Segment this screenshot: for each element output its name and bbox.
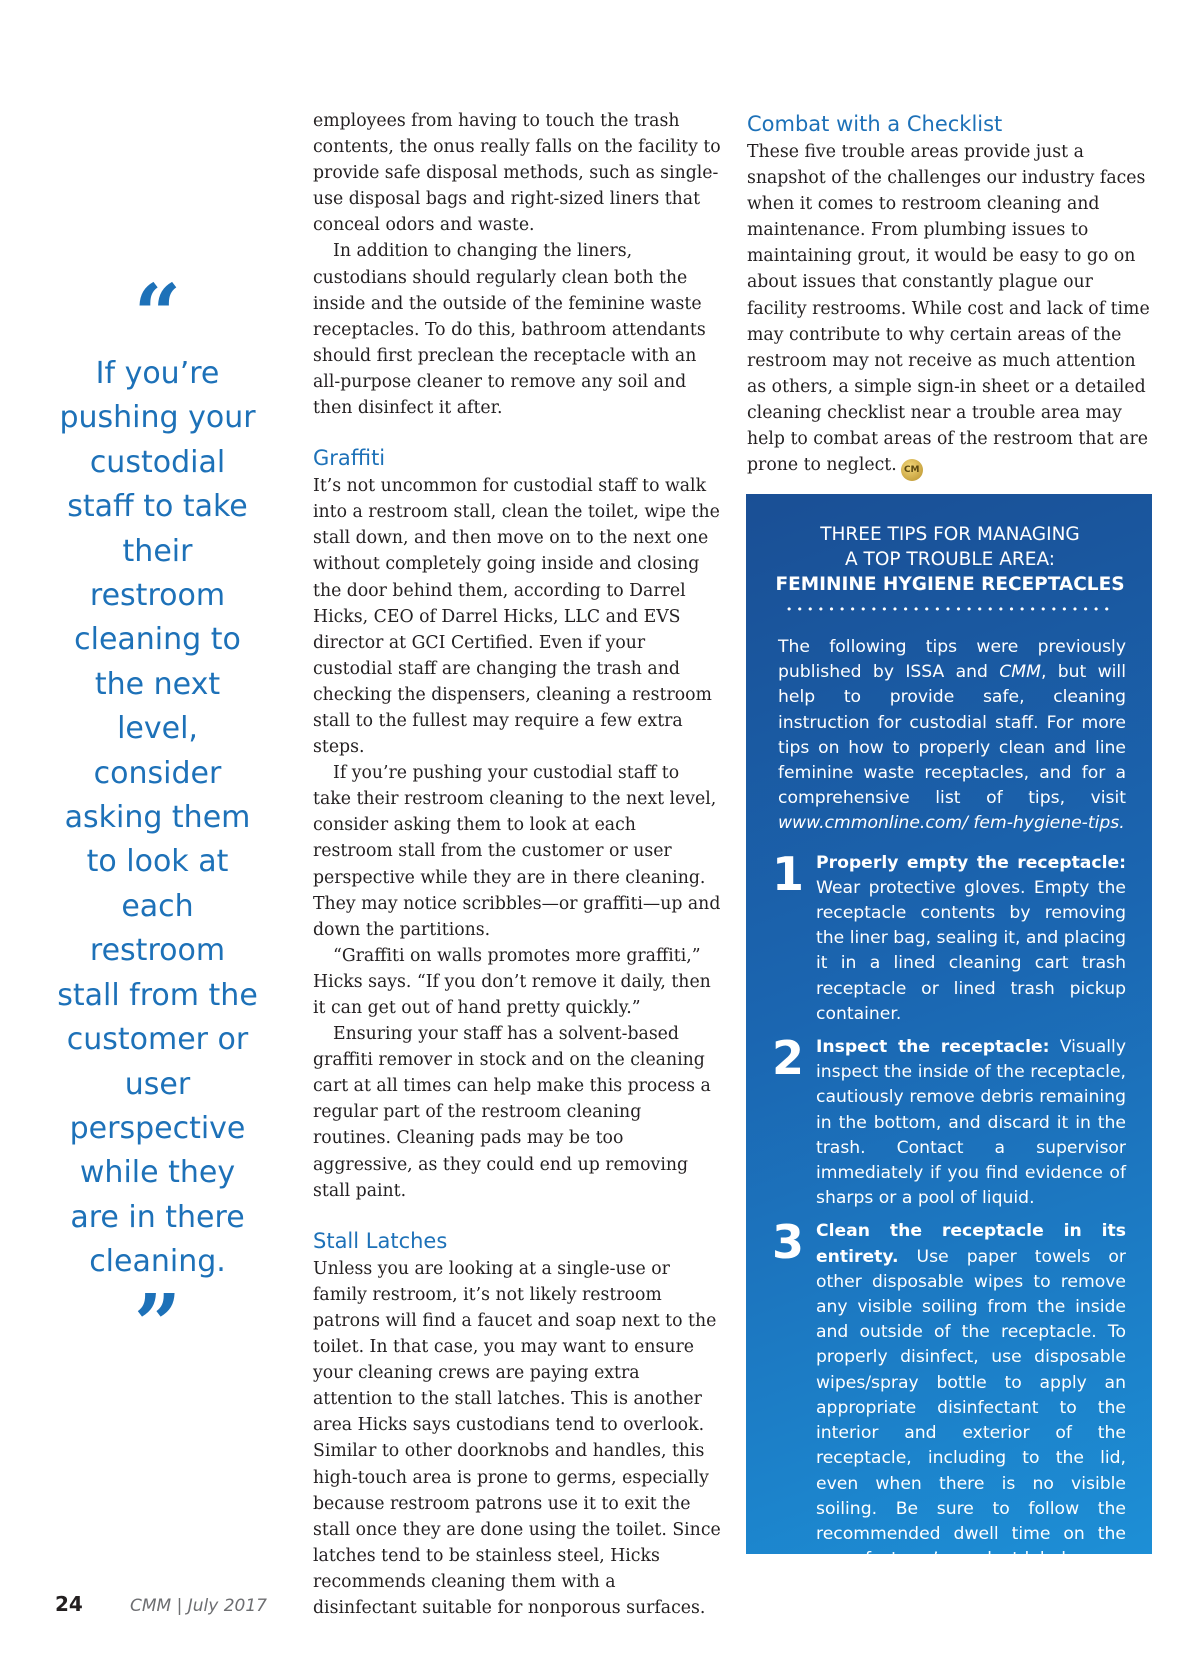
intro-text: The following tips were previously published by ISSA and	[778, 637, 1126, 683]
tip-text	[816, 1219, 1126, 1572]
sidebar-heading-line: FEMININE HYGIENE RECEPTACLES	[775, 574, 1125, 595]
tip-item	[772, 846, 1126, 1027]
paragraph: In addition to changing the liners, custodians should regularly clean both the inside and the outside of the feminine waste receptacles. To do this, bathroom attendants should first preclean the receptacle with an all-purpose cleaner to remove any soil and then disinfect it after.	[313, 241, 706, 419]
tip-title: Properly empty the receptacle:	[816, 852, 1126, 873]
paragraph: “Graffiti on walls promotes more graffiti,” Hicks says. “If you don’t remove it daily, then it can get out of hand pretty quickly.”	[313, 945, 711, 1018]
article-column-2	[747, 108, 1157, 481]
intro-text: , but will help to provide safe, cleaning instruction for custodial staff. For more tips on how to properly clean and line feminine waste receptacles, and for a comprehensive list of tips, visit	[778, 662, 1126, 809]
intro-url-link[interactable]: www.cmmonline.com/ fem-hygiene-tips.	[778, 813, 1125, 834]
open-quote-mark: “	[133, 267, 182, 363]
tip-text	[816, 1035, 1126, 1211]
tip-body: Wear protective gloves. Empty the receptacle contents by removing the liner bag, sealing it, and placing it in a lined cleaning cart trash receptacle or lined trash pickup container.	[816, 877, 1126, 1024]
page-number: 24	[55, 1592, 83, 1616]
paragraph: If you’re pushing your custodial staff to take their restroom cleaning to the next level, consider asking them to look at each restroom stall from the customer or user perspective while they are in there cleaning. They may notice scribbles—or graffiti—up and down the partitions.	[313, 763, 721, 940]
sidebar-heading-line: A TOP TROUBLE AREA:	[844, 549, 1056, 570]
publication-info: CMM | July 2017	[130, 1596, 267, 1616]
paragraph: It’s not uncommon for custodial staff to walk into a restroom stall, clean the toilet, wipe the stall down, and then move on to the next one without completely going inside and closing the door behind them, according to Darrel Hicks, CEO of Darrel Hicks, LLC and EVS director at GCI Certified. Even if your custodial staff are changing the trash and checking the dispensers, cleaning a restroom stall to the fullest may require a few extra steps.	[313, 476, 720, 758]
tip-item	[772, 1215, 1126, 1572]
end-mark-logo-icon: CM	[901, 459, 923, 481]
tip-title: Clean the receptacle in its entirety.	[816, 1221, 1126, 1267]
page-footer	[55, 1592, 267, 1616]
tips-sidebar	[746, 494, 1152, 1570]
checklist-text: These five trouble areas provide just a snapshot of the challenges our industry faces when it comes to restroom cleaning and maintenance. From plumbing issues to maintaining grout, it would be easy to go on about issues that constantly plague our facility restrooms. While cost and lack of time may contribute to why certain areas of the restroom may not receive as much attention as others, a simple sign-in sheet or a detailed cleaning checklist near a trouble area may help to combat areas of the restroom that are prone to neglect.	[747, 142, 1150, 476]
pull-quote-text: If you’re pushing your custodial staff to take their restroom cleaning to the next level, consider asking them to look at each restroom stall from the customer or user perspective while they are in there cleaning.	[57, 356, 258, 1280]
tip-body: Visually inspect the inside of the receptacle, cautiously remove debris remaining in the bottom, and discard it in the trash. Contact a supervisor immediately if you find evidence of sharps or a pool of liquid.	[816, 1037, 1126, 1209]
section-heading-checklist: Combat with a Checklist	[747, 112, 1003, 136]
tip-title: Inspect the receptacle:	[816, 1037, 1050, 1058]
dotted-divider: •••••••••••••••••••••••••••••••	[785, 603, 1115, 616]
pull-quote	[55, 267, 260, 1373]
article-column-1	[313, 108, 721, 1621]
sidebar-heading-line: THREE TIPS FOR MANAGING	[820, 524, 1080, 545]
tip-number: 2	[772, 1031, 805, 1086]
tip-number: 1	[772, 846, 805, 901]
tip-body: Use paper towels or other disposable wipes to remove any visible soiling from the inside and outside of the receptacle. To properly disinfect, use disposable wipes/spray bottle to apply an appropriate disinfectant to the interior and exterior of the receptacle, including to the lid, even when there is no visible soiling. Be sure to follow the recommended dwell time on the manufacturer’s product label.	[816, 1246, 1126, 1570]
sidebar-intro	[778, 635, 1126, 837]
section-heading-stall-latches: Stall Latches	[313, 1228, 448, 1253]
tip-item	[772, 1031, 1126, 1211]
tip-number: 3	[772, 1215, 805, 1270]
paragraph: Unless you are looking at a single-use or family restroom, it’s not likely restroom patrons will find a faucet and soap next to the toilet. In that case, you may want to ensure your cleaning crews are paying extra attention to the stall latches. This is another area Hicks says custodians tend to overlook. Similar to other doorknobs and handles, this high-touch area is prone to germs, especially because restroom patrons use it to exit the stall once they are done using the toilet. Since latches tend to be stainless steel, Hicks recommends cleaning them with a disinfectant suitable for nonporous surfaces.	[313, 1258, 721, 1618]
paragraph	[747, 139, 1157, 481]
tip-text	[816, 851, 1126, 1027]
section-heading-graffiti: Graffiti	[313, 446, 386, 471]
paragraph: Ensuring your staff has a solvent-based graffiti remover in stock and on the cleaning cart at all times can help make this process a regular part of the restroom cleaning routines. Cleaning pads may be too aggressive, as they could end up removing stall paint.	[313, 1024, 711, 1201]
sidebar-heading	[774, 522, 1126, 597]
intro-cmm: CMM	[999, 662, 1041, 683]
close-quote-mark: ”	[133, 1276, 182, 1373]
paragraph: employees from having to touch the trash contents, the onus really falls on the facility to provide safe disposal methods, such as single-use disposal bags and right-sized liners that conceal odors and waste.	[313, 111, 721, 236]
